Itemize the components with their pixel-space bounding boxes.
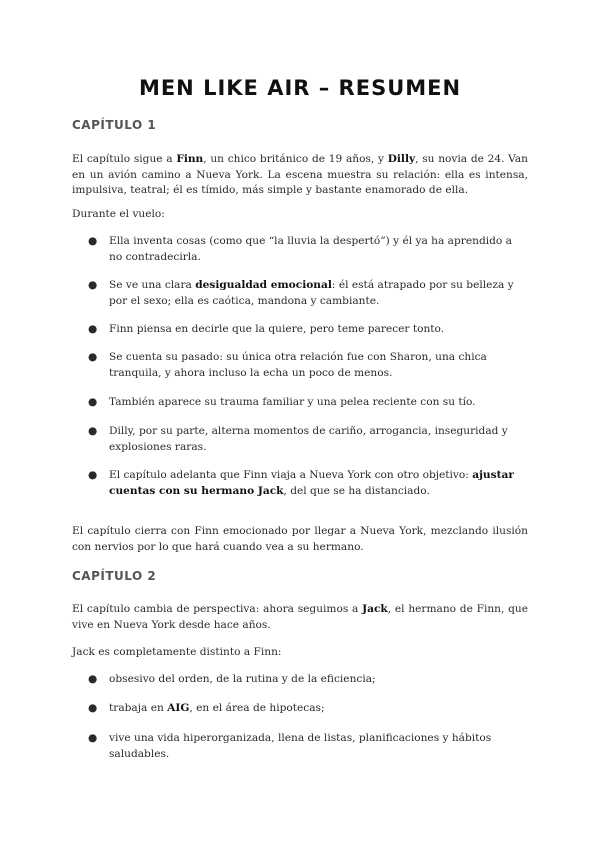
bullet-icon: ●: [88, 469, 98, 481]
text-run: , un chico británico de 19 años, y: [203, 153, 388, 165]
chapter-2-intro: [72, 602, 528, 633]
list-item: [88, 234, 528, 265]
list-item: [88, 278, 528, 309]
chapter-2-lead: Jack es completamente distinto a Finn:: [72, 646, 282, 658]
bold-finn: Finn: [176, 153, 204, 165]
chapter-1-intro: [72, 152, 528, 199]
chapter-1-during-label: Durante el vuelo:: [72, 208, 165, 220]
list-item-text: También aparece su trauma familiar y una pelea reciente con su tío.: [109, 396, 476, 408]
list-item: [88, 395, 528, 411]
bullet-icon: ●: [88, 732, 98, 744]
text-run: trabaja en: [109, 702, 168, 714]
list-item: [88, 424, 528, 455]
bullet-icon: ●: [88, 673, 98, 685]
text-run: El capítulo adelanta que Finn viaja a Nueva York con otro objetivo:: [109, 469, 473, 481]
list-item-text: [109, 278, 528, 309]
bullet-icon: ●: [88, 396, 98, 408]
bullet-icon: ●: [88, 279, 98, 291]
chapter-2-heading: CAPÍTULO 2: [72, 569, 157, 583]
text-run: El capítulo cambia de perspectiva: ahora seguimos a: [72, 603, 363, 615]
chapter-1-heading: CAPÍTULO 1: [72, 118, 157, 132]
list-item: [88, 350, 528, 381]
list-item: [88, 322, 528, 338]
list-item-text: vive una vida hiperorganizada, llena de listas, planificaciones y hábitos saludables.: [109, 732, 492, 760]
text-run: : él está atrapado por su belleza y por el sexo; ella es caótica, mandona y cambiante.: [109, 279, 514, 307]
text-run: Se ve una clara: [109, 279, 196, 291]
text-run: , el hermano de Finn, que vive en Nueva York desde hace años.: [72, 603, 528, 631]
list-item-text: obsesivo del orden, de la rutina y de la eficiencia;: [109, 673, 376, 685]
bold-aig: AIG: [167, 702, 190, 714]
list-item-text: Ella inventa cosas (como que “la lluvia la despertó”) y él ya ha aprendido a no contradecirla.: [109, 235, 512, 263]
list-item-text: [109, 468, 528, 499]
text-run: El capítulo sigue a: [72, 153, 177, 165]
bullet-icon: ●: [88, 323, 98, 335]
text-run: , en el área de hipotecas;: [189, 702, 325, 714]
bold-jack: Jack: [362, 603, 388, 615]
bullet-icon: ●: [88, 702, 98, 714]
text-run: , del que se ha distanciado.: [283, 484, 430, 497]
list-item-text: Dilly, por su parte, alterna momentos de cariño, arrogancia, inseguridad y explosiones raras.: [109, 425, 508, 453]
bullet-icon: ●: [88, 425, 98, 437]
text-run: , su novia de 24. Van en un avión camino a Nueva York. La escena muestra su relación: ella es intensa, impulsiva, teatral; él es tímido, más simple y bastante enamorado de ella.: [72, 153, 529, 196]
bold-dilly: Dilly: [387, 153, 416, 165]
bold-text: desigualdad emocional: [195, 279, 332, 291]
list-item: [88, 701, 528, 717]
chapter-1-closing: El capítulo cierra con Finn emocionado por llegar a Nueva York, mezclando ilusión con nervios por lo que hará cuando vea a su hermano.: [72, 525, 528, 553]
bold-text: ajustar cuentas con su hermano Jack: [109, 469, 514, 497]
bullet-icon: ●: [88, 351, 98, 363]
list-item-text: Se cuenta su pasado: su única otra relación fue con Sharon, una chica tranquila, y ahora incluso la echa un poco de menos.: [109, 351, 487, 379]
document-title: MEN LIKE AIR – RESUMEN: [138, 76, 462, 100]
list-item: [88, 468, 528, 499]
list-item: [88, 731, 528, 762]
list-item-text: [109, 701, 528, 717]
list-item: [88, 672, 528, 688]
list-item-text: Finn piensa en decirle que la quiere, pero teme parecer tonto.: [109, 323, 445, 335]
bullet-icon: ●: [88, 235, 98, 247]
